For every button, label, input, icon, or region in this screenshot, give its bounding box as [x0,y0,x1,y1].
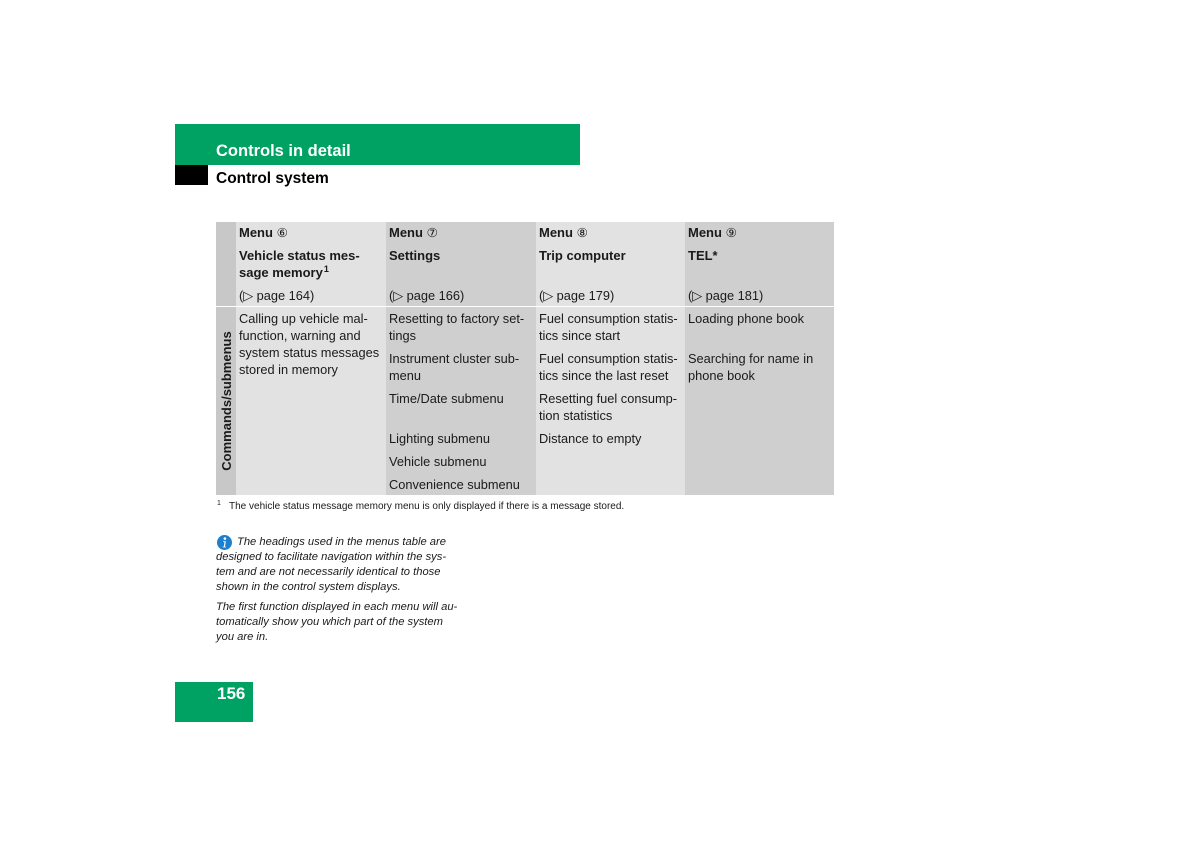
table-corner-cell [216,222,236,306]
page-number: 156 [217,684,246,703]
menu-item: Searching for name in phone book [688,351,814,383]
menu-heading [239,224,386,241]
footnote-reference: 1 [323,264,329,274]
black-tab-marker [175,165,208,185]
menu-label: Menu [539,225,573,240]
menus-table-header-row [216,222,834,306]
menu-heading [389,224,536,241]
menu-item: Fuel consumption statis- tics since the last reset [539,351,678,383]
section-title: Controls in detail [216,142,351,160]
header-cell-menu-9 [685,222,834,306]
info-icon-graphic [217,535,232,550]
menu-number-badge: ⑥ [276,225,288,240]
footnote-text: The vehicle status message memory menu is only displayed if there is a message stored. [229,501,625,512]
menu-item: Lighting submenu [389,431,491,446]
menu-item: Resetting fuel consump- tion statistics [539,391,677,423]
menu-number-badge: ⑦ [426,225,438,240]
side-label-cell [216,307,236,495]
menu-number-badge: ⑨ [725,225,737,240]
menu-heading [688,224,834,241]
note-paragraph: The first function displayed in each menu will au- tomatically show you which part of the system you are in. [216,601,458,643]
menu-title [239,247,386,281]
menu-title-text: TEL* [688,248,718,263]
menu-label: Menu [688,225,722,240]
header-cell-menu-6 [236,222,386,306]
subsection-title: Control system [216,170,329,187]
commands-submenus-label: Commands/submenus [219,331,234,471]
menu-item: Loading phone book [688,311,804,326]
menu-title-text: Trip computer [539,248,626,263]
note-paragraph: The headings used in the menus table are designed to facilitate navigation within the sys- tem and are not necessarily identical to those shown in the control system displays. [216,536,447,593]
menu-title-text: Settings [389,248,441,263]
header-cell-menu-8 [536,222,685,306]
menu-title [539,247,685,281]
menu-label: Menu [389,225,423,240]
page-reference: (▷ page 166) [389,288,465,303]
table-footnote: 1 The vehicle status message memory menu is only displayed if there is a message stored. [217,500,625,512]
menu-item: Time/Date submenu [389,391,504,406]
info-icon [217,535,232,550]
menu-number-badge: ⑧ [576,225,588,240]
menu-title [389,247,536,281]
page-reference: (▷ page 179) [539,288,615,303]
menu-label: Menu [239,225,273,240]
page-reference: (▷ page 164) [239,288,315,303]
menu-heading [539,224,685,241]
menu-item: Vehicle submenu [389,454,487,469]
menu-item: Distance to empty [539,431,642,446]
menu-title-text: Vehicle status mes- sage memory [239,248,360,280]
menu-item: Calling up vehicle mal- function, warning and system status messages stored in memory [239,311,380,377]
menu-title [688,247,834,281]
header-cell-menu-7 [386,222,536,306]
menu-item: Convenience submenu [389,477,520,492]
info-note [216,535,476,650]
page-reference: (▷ page 181) [688,288,764,303]
menu-item: Instrument cluster sub- menu [389,351,520,383]
menu-item: Fuel consumption statis- tics since start [539,311,678,343]
menu-item: Resetting to factory set- tings [389,311,525,343]
menus-table-body-row [216,307,834,495]
